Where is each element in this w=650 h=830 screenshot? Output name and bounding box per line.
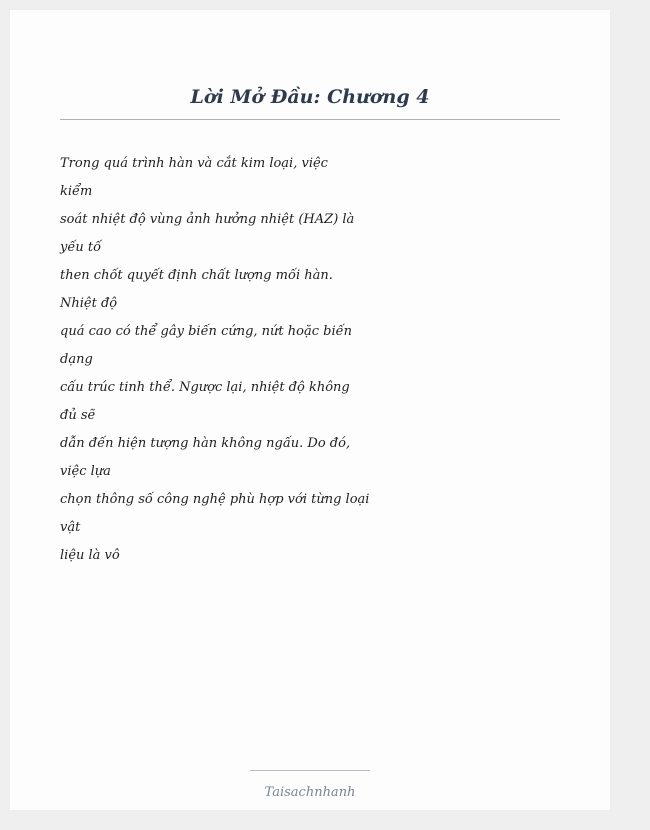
body-paragraph bbox=[60, 150, 370, 570]
body-line: kiểm bbox=[60, 184, 93, 199]
body-line: Trong quá trình hàn và cắt kim loại, việc bbox=[60, 156, 328, 171]
footer-brand: Taisachnhanh bbox=[264, 785, 356, 800]
body-line: Nhiệt độ bbox=[60, 296, 118, 311]
document-page bbox=[10, 10, 610, 810]
body-line: vật bbox=[60, 520, 81, 535]
body-line: quá cao có thể gây biến cứng, nứt hoặc biến bbox=[60, 324, 352, 339]
body-line: chọn thông số công nghệ phù hợp với từng loại bbox=[60, 492, 370, 507]
footer-divider bbox=[250, 770, 370, 771]
title-divider bbox=[60, 119, 560, 120]
body-line: cấu trúc tinh thể. Ngược lại, nhiệt độ không bbox=[60, 380, 350, 395]
body-line: đủ sẽ bbox=[60, 408, 96, 423]
body-line: yếu tố bbox=[60, 240, 102, 255]
body-line: dẫn đến hiện tượng hàn không ngấu. Do đó, bbox=[60, 436, 351, 451]
body-line: dạng bbox=[60, 352, 93, 367]
page-title: Lời Mở Đầu: Chương 4 bbox=[190, 86, 430, 108]
body-line: việc lựa bbox=[60, 464, 111, 479]
body-line: liệu là vô bbox=[60, 548, 120, 563]
body-line: then chốt quyết định chất lượng mối hàn. bbox=[60, 268, 333, 283]
body-line: soát nhiệt độ vùng ảnh hưởng nhiệt (HAZ) là bbox=[60, 212, 355, 227]
